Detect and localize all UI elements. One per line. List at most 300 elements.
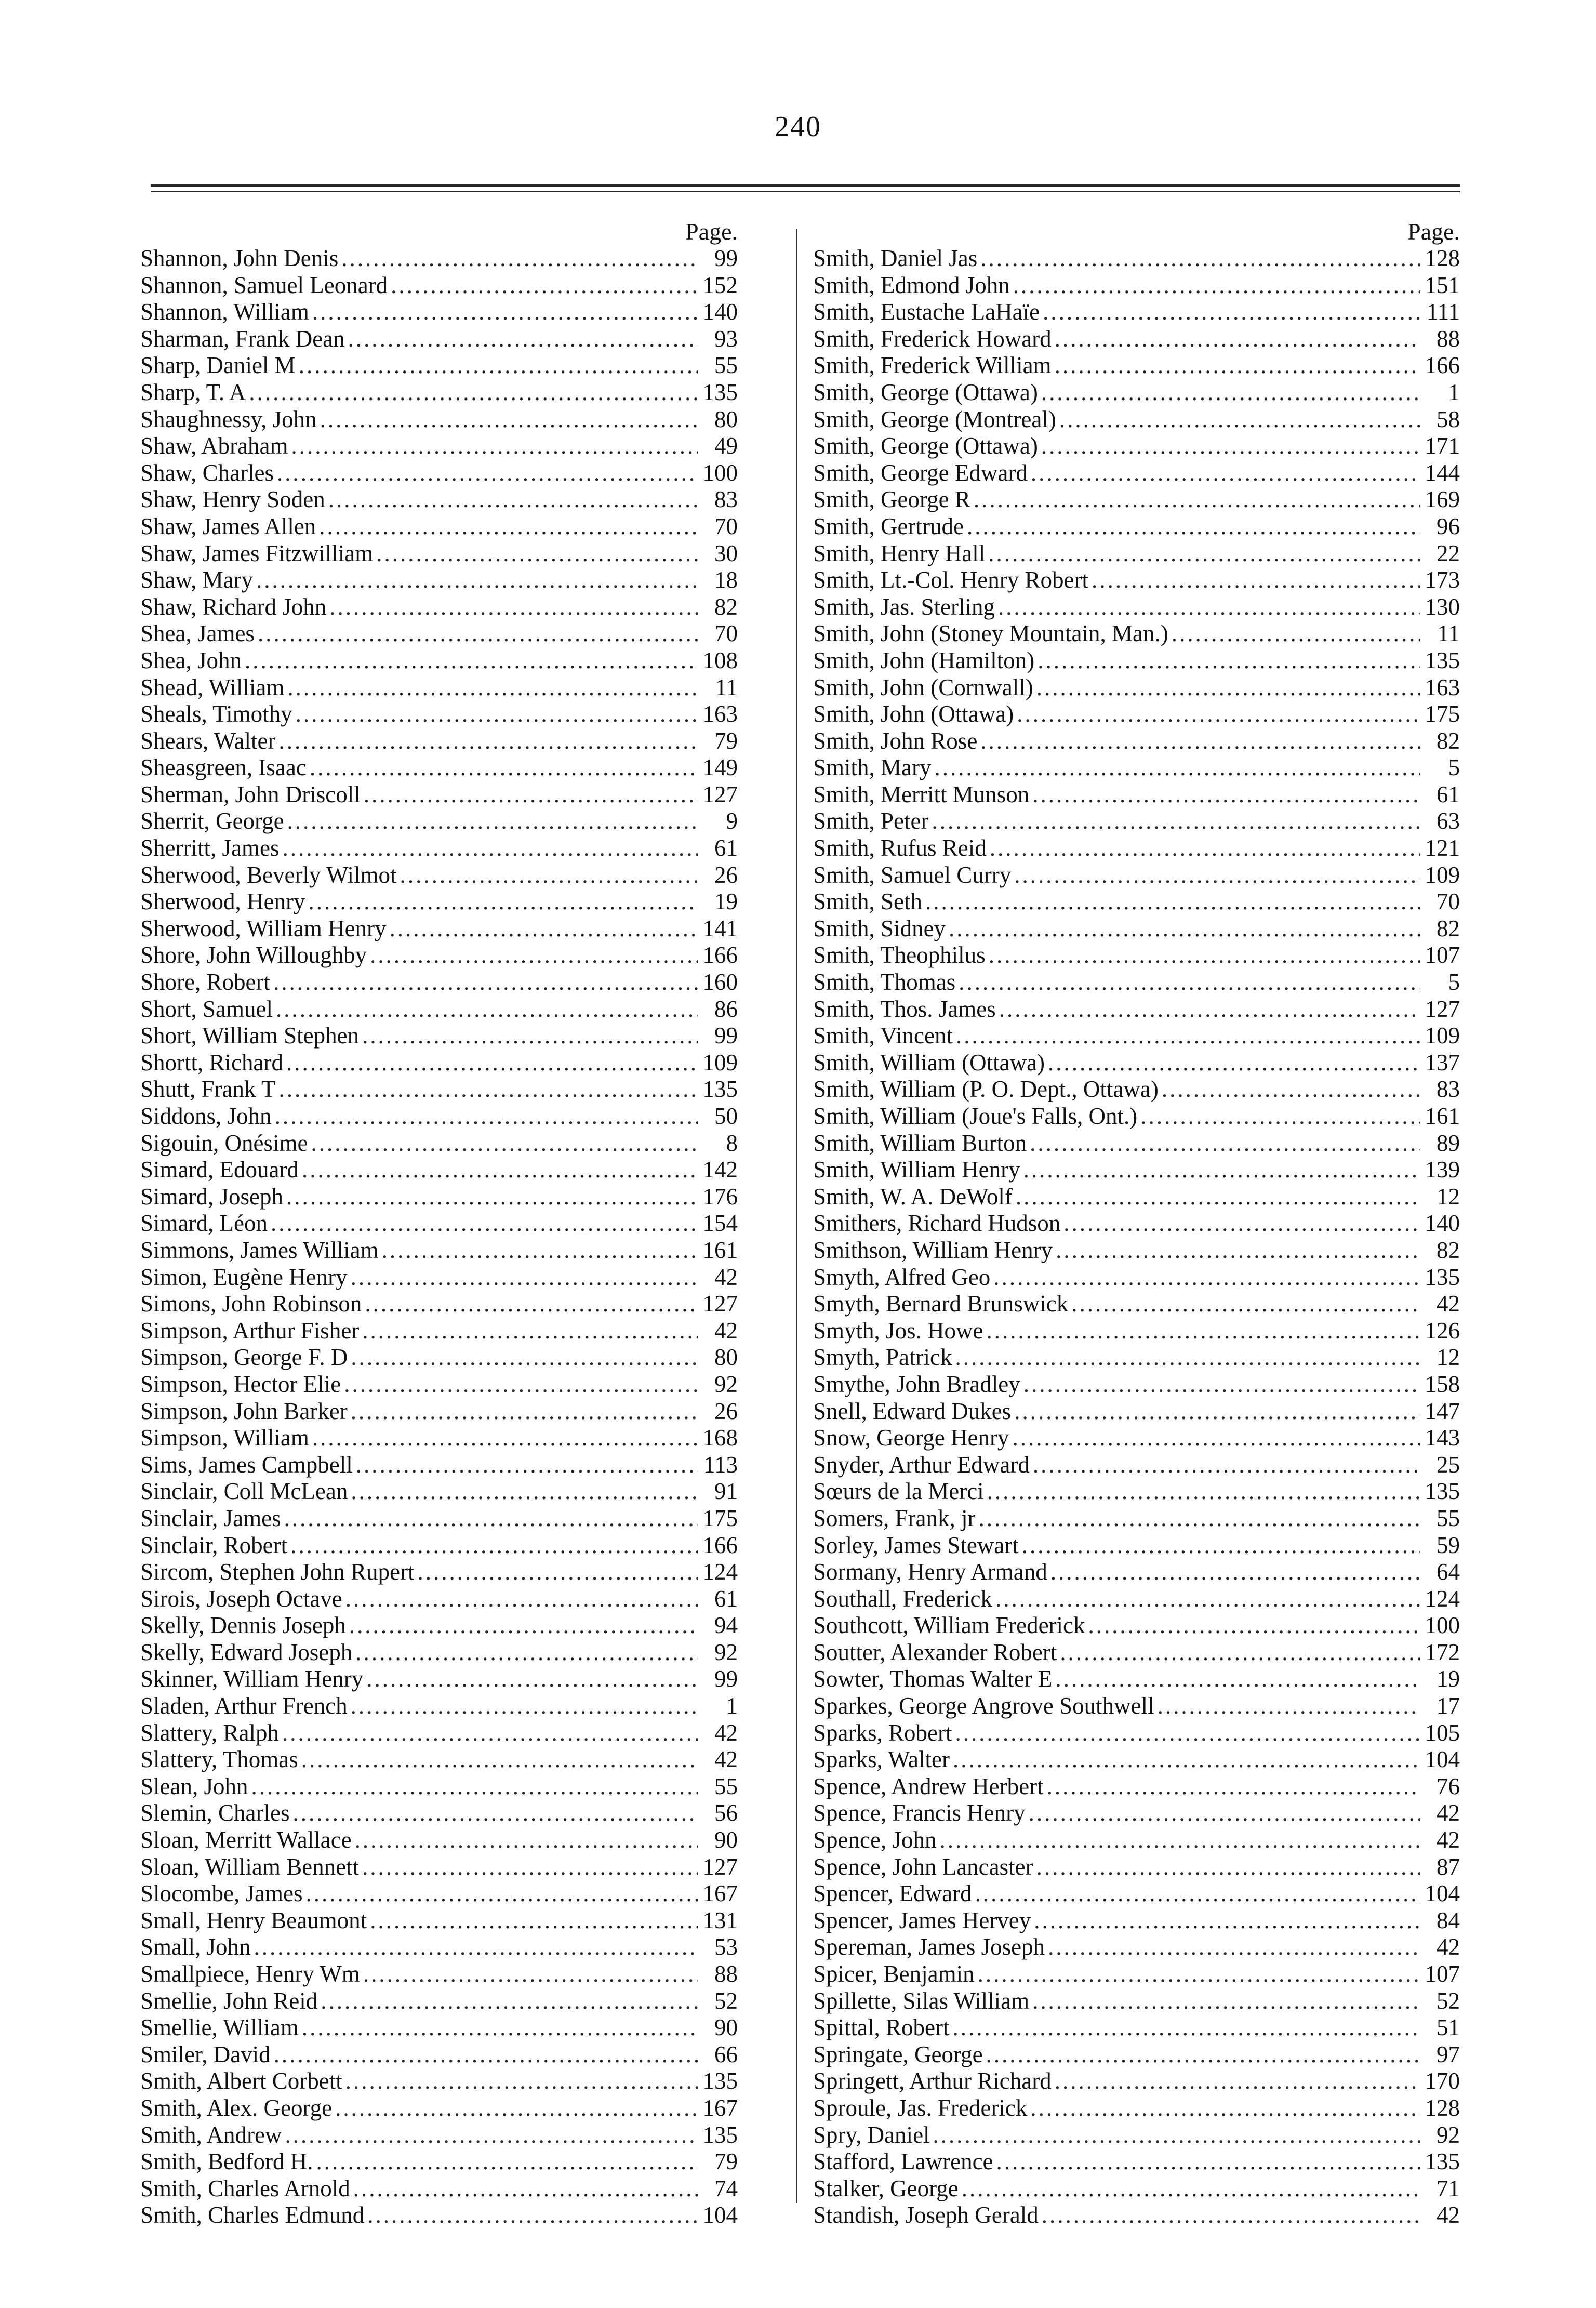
entry-name: Smiler, David [140, 2041, 271, 2067]
index-entry [813, 862, 1460, 889]
index-entry [140, 674, 738, 701]
entry-name: Smith, Thomas [813, 969, 956, 996]
entry-page-number: 1 [726, 1693, 738, 1719]
entry-name: Smith, Seth [813, 888, 923, 915]
entry-name: Smith, Samuel Curry [813, 861, 1012, 888]
entry-name: Sloan, Merritt Wallace [140, 1827, 352, 1853]
dot-leader [320, 406, 698, 433]
dot-leader [1047, 1773, 1420, 1800]
entry-page-number: 93 [714, 325, 738, 352]
dot-leader [351, 1478, 698, 1505]
entry-name: Smallpiece, Henry Wm [140, 1961, 360, 1987]
entry-page-number: 143 [1425, 1425, 1460, 1451]
entry-name: Sherritt, James [140, 835, 280, 861]
dot-leader [370, 1907, 698, 1934]
dot-leader [362, 1023, 698, 1050]
index-entry [140, 1773, 738, 1800]
dot-leader [932, 808, 1421, 835]
entry-page-number: 19 [1437, 1666, 1460, 1692]
index-entry [813, 1130, 1460, 1157]
entry-name: Sinclair, Coll McLean [140, 1478, 348, 1505]
entry-page-number: 90 [714, 1827, 738, 1853]
index-entry [813, 326, 1460, 353]
index-entry [813, 781, 1460, 808]
entry-name: Smith, Lt.-Col. Henry Robert [813, 567, 1088, 593]
entry-page-number: 97 [1437, 2041, 1460, 2067]
entry-name: Simpson, John Barker [140, 1398, 348, 1424]
entry-name: Simpson, Hector Elie [140, 1371, 341, 1397]
entry-name: Sharp, Daniel M [140, 352, 296, 379]
entry-name: Smith, W. A. DeWolf [813, 1183, 1013, 1210]
entry-name: Smith, George (Montreal) [813, 406, 1056, 432]
dot-leader [292, 1800, 698, 1827]
index-entry [813, 2068, 1460, 2095]
dot-leader [980, 728, 1420, 755]
dot-leader [299, 352, 698, 379]
entry-name: Simmons, James William [140, 1237, 379, 1263]
entry-page-number: 128 [1425, 2094, 1460, 2121]
index-entry [813, 701, 1460, 728]
dot-leader [996, 2148, 1420, 2176]
entry-name: Sherman, John Driscoll [140, 781, 361, 807]
dot-leader [1041, 433, 1420, 460]
index-entry [813, 379, 1460, 406]
entry-name: Smyth, Alfred Geo [813, 1264, 991, 1290]
entry-name: Smith, Merritt Munson [813, 781, 1030, 807]
entry-name: Smith, George Edward [813, 459, 1028, 486]
entry-page-number: 64 [1437, 1559, 1460, 1585]
entry-name: Sims, James Campbell [140, 1451, 353, 1478]
entry-page-number: 152 [702, 272, 738, 298]
dot-leader [1014, 1398, 1420, 1425]
index-entry [140, 1854, 738, 1881]
entry-name: Snyder, Arthur Edward [813, 1451, 1030, 1478]
entry-page-number: 147 [1425, 1398, 1460, 1424]
dot-leader [1034, 1907, 1420, 1934]
entry-page-number: 59 [1437, 1532, 1460, 1558]
dot-leader [278, 1076, 698, 1103]
dot-leader [933, 2122, 1420, 2149]
dot-leader [1063, 1210, 1420, 1237]
index-entry [813, 1478, 1460, 1505]
dot-leader [1162, 1076, 1420, 1103]
index-entry [140, 1318, 738, 1345]
dot-leader [249, 379, 698, 406]
dot-leader [939, 1827, 1420, 1854]
entry-name: Sircom, Stephen John Rupert [140, 1559, 415, 1585]
index-entry [140, 1157, 738, 1184]
dot-leader [1042, 2202, 1420, 2229]
index-entry [813, 1746, 1460, 1773]
entry-page-number: 172 [1425, 1639, 1460, 1665]
dot-leader [312, 299, 698, 326]
dot-leader [1017, 701, 1420, 728]
entry-page-number: 94 [714, 1612, 738, 1639]
dot-leader [978, 1505, 1420, 1532]
entry-name: Smith, Charles Edmund [140, 2202, 365, 2229]
dot-leader [1033, 1452, 1420, 1479]
entry-name: Skelly, Dennis Joseph [140, 1612, 346, 1639]
entry-name: Springate, George [813, 2041, 983, 2067]
entry-name: Shaw, Henry Soden [140, 486, 325, 513]
entry-page-number: 99 [714, 245, 738, 271]
index-entry [813, 245, 1460, 272]
index-entry [813, 754, 1460, 781]
index-entry [140, 594, 738, 621]
index-entry [140, 1050, 738, 1077]
entry-name: Smith, Alex. George [140, 2094, 332, 2121]
dot-leader [355, 1827, 698, 1854]
entry-name: Smith, Eustache LaHaïe [813, 299, 1040, 325]
entry-name: Spence, Francis Henry [813, 1800, 1026, 1826]
entry-name: Shannon, John Denis [140, 245, 339, 271]
entry-page-number: 63 [1437, 808, 1460, 834]
dot-leader [1029, 1800, 1420, 1827]
dot-leader [363, 1961, 698, 1988]
index-entry [140, 1746, 738, 1773]
index-entry [140, 272, 738, 299]
index-entry [140, 2014, 738, 2041]
dot-leader [1013, 272, 1420, 299]
dot-leader [275, 1103, 698, 1130]
entry-page-number: 25 [1437, 1451, 1460, 1478]
index-entry [140, 1934, 738, 1961]
dot-leader [1048, 1050, 1420, 1077]
entry-name: Small, Henry Beaumont [140, 1907, 367, 1933]
dot-leader [356, 1452, 698, 1479]
entry-name: Sinclair, James [140, 1505, 281, 1531]
entry-page-number: 163 [702, 701, 738, 727]
index-entry [140, 1184, 738, 1211]
index-entry [813, 594, 1460, 621]
entry-page-number: 70 [1437, 888, 1460, 915]
entry-name: Smellie, William [140, 2014, 299, 2041]
entry-page-number: 100 [702, 459, 738, 486]
index-entry [813, 1291, 1460, 1318]
entry-page-number: 88 [714, 1961, 738, 1987]
dot-leader [1012, 1425, 1420, 1452]
entry-name: Shaw, James Allen [140, 513, 316, 539]
entry-name: Shea, James [140, 620, 255, 647]
dot-leader [287, 808, 698, 835]
entry-page-number: 42 [714, 1264, 738, 1290]
entry-name: Sparkes, George Angrove Southwell [813, 1693, 1154, 1719]
dot-leader [974, 486, 1420, 513]
entry-name: Southall, Frederick [813, 1585, 992, 1612]
index-entry [140, 1827, 738, 1854]
dot-leader [329, 594, 698, 621]
dot-leader [390, 916, 698, 943]
index-entry [140, 1076, 738, 1103]
index-entry [813, 299, 1460, 326]
entry-name: Shaw, Mary [140, 567, 254, 593]
entry-name: Sowter, Thomas Walter E [813, 1666, 1053, 1692]
dot-leader [335, 2095, 698, 2122]
entry-page-number: 144 [1425, 459, 1460, 486]
entry-page-number: 104 [1425, 1880, 1460, 1907]
entry-page-number: 160 [702, 969, 738, 996]
index-entry [140, 1693, 738, 1720]
entry-page-number: 170 [1425, 2068, 1460, 2094]
entry-name: Snow, George Henry [813, 1425, 1009, 1451]
entry-page-number: 19 [714, 888, 738, 915]
entry-page-number: 130 [1425, 593, 1460, 620]
index-entry [813, 2148, 1460, 2176]
dot-leader [296, 701, 698, 728]
entry-page-number: 55 [1437, 1505, 1460, 1531]
index-entry [140, 1237, 738, 1264]
entry-name: Sheasgreen, Isaac [140, 754, 307, 781]
index-entry [140, 942, 738, 969]
entry-page-number: 42 [1437, 1934, 1460, 1960]
index-entry [140, 326, 738, 353]
index-entry [813, 2041, 1460, 2068]
entry-name: Sorley, James Stewart [813, 1532, 1019, 1558]
entry-page-number: 135 [1425, 1264, 1460, 1290]
entry-page-number: 66 [714, 2041, 738, 2067]
index-entry [140, 567, 738, 594]
index-entry [140, 1800, 738, 1827]
entry-page-number: 79 [714, 727, 738, 754]
entry-name: Sheals, Timothy [140, 701, 292, 727]
entry-name: Spencer, James Hervey [813, 1907, 1031, 1933]
dot-leader [376, 540, 698, 567]
dot-leader [975, 1880, 1420, 1907]
dot-leader [1172, 620, 1420, 647]
entry-page-number: 42 [1437, 1800, 1460, 1826]
dot-leader [1050, 1559, 1420, 1586]
index-entry [140, 916, 738, 943]
index-entry [813, 352, 1460, 379]
entry-page-number: 82 [1437, 915, 1460, 941]
dot-leader [1055, 352, 1420, 379]
entry-page-number: 161 [1425, 1103, 1460, 1129]
entry-name: Small, John [140, 1934, 251, 1960]
dot-leader [251, 1773, 699, 1800]
entry-name: Smyth, Jos. Howe [813, 1317, 983, 1344]
dot-leader [1016, 1184, 1420, 1211]
header-rule [151, 184, 1460, 187]
dot-leader [400, 862, 698, 889]
entry-page-number: 5 [1448, 754, 1460, 781]
dot-leader [328, 486, 698, 513]
entry-name: Sœurs de la Merci [813, 1478, 984, 1505]
entry-name: Sparks, Walter [813, 1746, 950, 1773]
entry-page-number: 79 [714, 2148, 738, 2175]
index-entry [140, 1344, 738, 1371]
entry-name: Skelly, Edward Joseph [140, 1639, 353, 1665]
dot-leader [953, 1746, 1420, 1773]
dot-leader [308, 888, 698, 916]
dot-leader [1036, 1854, 1420, 1881]
index-entry [140, 1371, 738, 1398]
entry-page-number: 58 [1437, 406, 1460, 432]
entry-page-number: 175 [1425, 701, 1460, 727]
dot-leader [989, 942, 1420, 969]
dot-leader [302, 1157, 698, 1184]
dot-leader [349, 1612, 698, 1639]
entry-name: Simpson, William [140, 1425, 309, 1451]
dot-leader [391, 272, 698, 299]
dot-leader [286, 1184, 698, 1211]
entry-name: Smith, John Rose [813, 727, 978, 754]
dot-leader [382, 1237, 698, 1264]
entry-page-number: 83 [1437, 1076, 1460, 1103]
entry-name: Smith, William (Ottawa) [813, 1049, 1045, 1076]
dot-leader [271, 1210, 698, 1237]
entry-page-number: 107 [1425, 942, 1460, 969]
index-entry [140, 352, 738, 379]
entry-page-number: 18 [714, 567, 738, 593]
index-entry [140, 1961, 738, 1988]
dot-leader [287, 674, 698, 701]
dot-leader [1023, 1371, 1420, 1398]
index-entry [140, 728, 738, 755]
dot-leader [987, 1478, 1420, 1505]
entry-page-number: 55 [714, 1773, 738, 1799]
index-entry [813, 916, 1460, 943]
entry-name: Smith, Sidney [813, 915, 946, 941]
entry-name: Shaughnessy, John [140, 406, 317, 432]
entry-page-number: 5 [1448, 969, 1460, 996]
entry-page-number: 42 [714, 1317, 738, 1344]
entry-name: Simard, Joseph [140, 1183, 283, 1210]
entry-name: Smith, William (P. O. Dept., Ottawa) [813, 1076, 1159, 1103]
entry-name: Sherwood, Henry [140, 888, 305, 915]
index-entry [140, 781, 738, 808]
dot-leader [1041, 379, 1420, 406]
entry-name: Sigouin, Onésime [140, 1130, 308, 1156]
dot-leader [370, 942, 698, 969]
entry-page-number: 87 [1437, 1853, 1460, 1880]
dot-leader [291, 433, 698, 460]
entry-name: Slattery, Ralph [140, 1719, 280, 1746]
index-entry [140, 433, 738, 460]
entry-name: Shaw, Abraham [140, 433, 288, 459]
entry-page-number: 99 [714, 1023, 738, 1049]
dot-leader [254, 1934, 698, 1961]
entry-name: Spereman, James Joseph [813, 1934, 1045, 1960]
entry-name: Simard, Léon [140, 1210, 268, 1237]
index-entry [813, 1237, 1460, 1264]
dot-leader [276, 996, 698, 1023]
index-entry [140, 647, 738, 674]
dot-leader [341, 245, 698, 272]
dot-leader [355, 1639, 698, 1666]
dot-leader [282, 1720, 698, 1747]
entry-page-number: 42 [714, 1719, 738, 1746]
dot-leader [967, 513, 1420, 540]
entry-page-number: 135 [702, 2068, 738, 2094]
dot-leader [302, 2014, 698, 2041]
dot-leader [956, 1023, 1420, 1050]
entry-page-number: 127 [702, 781, 738, 807]
entry-page-number: 158 [1425, 1371, 1460, 1397]
entry-name: Smith, Charles Arnold [140, 2175, 350, 2201]
entry-name: Springett, Arthur Richard [813, 2068, 1052, 2094]
dot-leader [949, 916, 1420, 943]
index-entry [813, 1988, 1460, 2015]
entry-name: Skinner, William Henry [140, 1666, 364, 1692]
entry-name: Siddons, John [140, 1103, 272, 1129]
dot-leader [278, 728, 698, 755]
index-entry [813, 1907, 1460, 1934]
entry-name: Snell, Edward Dukes [813, 1398, 1012, 1424]
entry-page-number: 167 [702, 2094, 738, 2121]
index-entry [140, 1907, 738, 1934]
entry-page-number: 139 [1425, 1157, 1460, 1183]
entry-page-number: 135 [1425, 647, 1460, 673]
entry-name: Shears, Walter [140, 727, 276, 754]
index-entry [813, 1532, 1460, 1559]
dot-leader [1055, 326, 1420, 353]
dot-leader [1158, 1693, 1420, 1720]
dot-leader [986, 2041, 1420, 2068]
entry-name: Smith, John (Stoney Mountain, Man.) [813, 620, 1168, 647]
entry-page-number: 151 [1425, 272, 1460, 298]
index-entry [140, 1666, 738, 1693]
entry-page-number: 166 [702, 1532, 738, 1558]
index-entry [813, 460, 1460, 487]
index-entry [140, 1586, 738, 1613]
entry-name: Smith, Thos. James [813, 996, 996, 1022]
index-entry [140, 1130, 738, 1157]
index-entry [140, 2176, 738, 2203]
dot-leader [1022, 1532, 1420, 1559]
entry-page-number: 127 [702, 1291, 738, 1317]
entry-name: Smyth, Patrick [813, 1344, 952, 1371]
entry-name: Sherwood, Beverly Wilmot [140, 861, 397, 888]
entry-page-number: 82 [1437, 1237, 1460, 1263]
index-entry [140, 1425, 738, 1452]
dot-leader [953, 2014, 1421, 2041]
entry-name: Smithers, Richard Hudson [813, 1210, 1061, 1237]
entry-page-number: 89 [1437, 1130, 1460, 1156]
dot-leader [995, 1586, 1420, 1613]
index-entry [140, 2095, 738, 2122]
entry-page-number: 61 [1437, 781, 1460, 807]
entry-page-number: 161 [702, 1237, 738, 1263]
dot-leader [1140, 1103, 1420, 1130]
dot-leader [245, 647, 698, 674]
entry-name: Smith, Vincent [813, 1023, 953, 1049]
entry-page-number: 53 [714, 1934, 738, 1960]
index-entry [813, 1800, 1460, 1827]
dot-leader [362, 1318, 698, 1345]
index-entry [813, 1880, 1460, 1907]
index-entry [140, 1452, 738, 1479]
left-column-header: Page. [685, 218, 738, 245]
index-entry [140, 1478, 738, 1505]
entry-page-number: 22 [1437, 540, 1460, 566]
entry-name: Smith, Peter [813, 808, 929, 834]
entry-page-number: 71 [1437, 2175, 1460, 2201]
index-entry [813, 808, 1460, 835]
dot-leader [311, 1130, 699, 1157]
index-entry [813, 647, 1460, 674]
entry-name: Sirois, Joseph Octave [140, 1585, 342, 1612]
entry-page-number: 42 [714, 1746, 738, 1773]
left-entry-list [140, 245, 738, 2229]
entry-name: Smith, William (Joue's Falls, Ont.) [813, 1103, 1138, 1129]
entry-name: Spence, John Lancaster [813, 1853, 1033, 1880]
entry-page-number: 42 [1437, 1827, 1460, 1853]
dot-leader [348, 326, 698, 353]
index-entry [813, 1371, 1460, 1398]
entry-page-number: 61 [714, 1585, 738, 1612]
entry-name: Smith, John (Ottawa) [813, 701, 1014, 727]
entry-name: Shaw, James Fitzwilliam [140, 540, 374, 566]
